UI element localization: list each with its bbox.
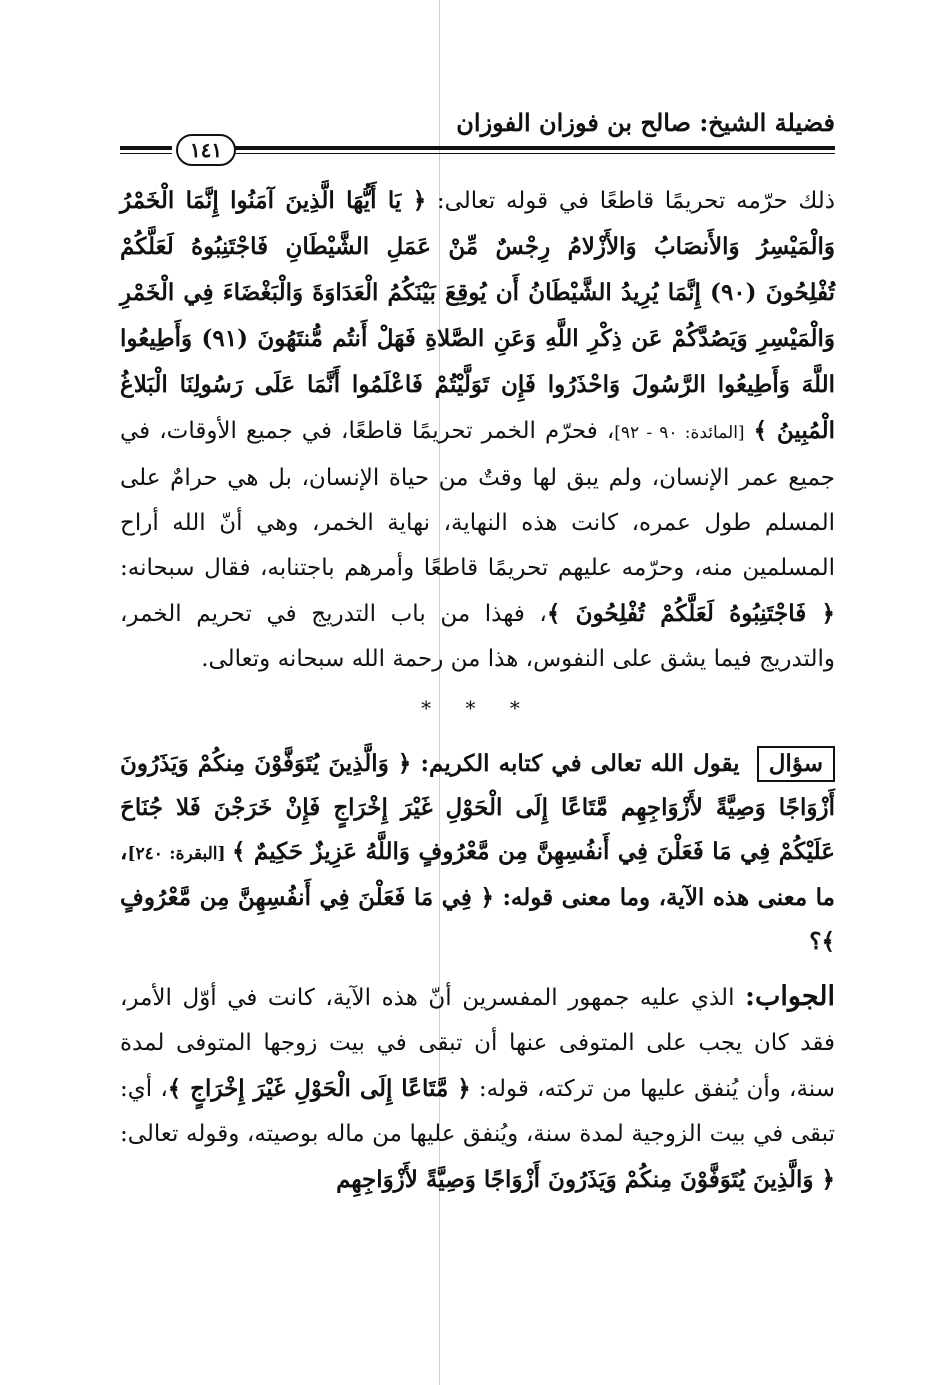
quran-verse: ﴿ فَاجْتَنِبُوهُ لَعَلَّكُمْ تُفْلِحُونَ ﴾ [546,600,835,627]
section-separator: * * * [421,696,534,720]
main-text [120,178,835,1203]
quran-verse: ﴿ وَالَّذِينَ يُتَوَفَّوْنَ مِنكُمْ وَيَذَرُونَ أَزْوَاجًا وَصِيَّةً لأَزْوَاجِهِم مَّتَاعًا إِلَى الْحَوْلِ غَيْرَ إِخْرَاجٍ فَإِنْ خَرَجْنَ فَلا جُنَاحَ عَلَيْكُمْ فِي مَا فَعَلْنَ فِي أَنفُسِهِنَّ مِن مَّعْرُوفٍ وَاللَّهُ عَزِيزٌ حَكِيمٌ ﴾ [120,750,836,865]
header-rule-thin [235,153,835,154]
quran-verse: ﴿ يَا أَيُّهَا الَّذِينَ آمَنُوا إِنَّمَا الْخَمْرُ وَالْمَيْسِرُ وَالأَنصَابُ وَالأَزْلامُ رِجْسٌ مِّنْ عَمَلِ الشَّيْطَانِ فَاجْتَنِبُوهُ لَعَلَّكُمْ تُفْلِحُونَ (٩٠) إِنَّمَا يُرِيدُ الشَّيْطَانُ أَن يُوقِعَ بَيْنَكُمُ الْعَدَاوَةَ وَالْبَغْضَاءَ فِي الْخَمْرِ وَالْمَيْسِرِ وَيَصُدَّكُمْ عَن ذِكْرِ اللَّهِ وَعَنِ الصَّلاةِ فَهَلْ أَنتُم مُّنتَهُونَ (٩١) وَأَطِيعُوا اللَّهَ وَأَطِيعُوا الرَّسُولَ وَاحْذَرُوا فَإِن تَوَلَّيْتُمْ فَاعْلَمُوا أَنَّمَا عَلَى رَسُولِنَا الْبَلاغُ الْمُبِينُ ﴾ [120,187,835,444]
answer-paragraph [120,974,835,1203]
text-segment: ، أي: تبقى في بيت الزوجية لمدة سنة، ويُنفق عليها من ماله بوصيته، وقوله تعالى: [120,1076,835,1147]
quran-verse: ﴿ مَّتَاعًا إِلَى الْحَوْلِ غَيْرَ إِخْرَاجٍ ﴾ [167,1075,471,1102]
text-segment: ذلك حرّمه تحريمًا قاطعًا في قوله تعالى: [426,188,835,214]
text-segment: ، ما معنى هذه الآية، وما معنى قوله: [120,838,835,911]
paragraph-wine-prohibition [120,178,835,682]
verse-reference: [البقرة: ٢٤٠] [127,844,232,864]
quran-verse: ﴿ وَالَّذِينَ يُتَوَفَّوْنَ مِنكُمْ وَيَذَرُونَ أَزْوَاجًا وَصِيَّةً لأَزْوَاجِهِم [336,1166,835,1193]
page-header [120,108,835,164]
text-segment: ؟ [809,928,822,955]
running-title: فضيلة الشيخ: صالح بن فوزان الفوزان [456,108,835,137]
text-segment: ، فهذا من باب التدريج في تحريم الخمر، والتدريج فيما يشق على النفوس، هذا من رحمة الله سبحانه وتعالى. [120,601,835,672]
header-rule-left-thin [120,153,172,154]
answer-label: الجواب: [745,981,835,1012]
question-paragraph [120,742,835,964]
text-segment: يقول الله تعالى في كتابه الكريم: [411,750,749,777]
header-rule-thick [235,146,835,150]
text-segment: الذي عليه جمهور المفسرين أنّ هذه الآية، كانت في أوّل الأمر، فقد كان يجب على المتوفى عنها أن تبقى في بيت زوجها المتوفى لمدة سنة، وأن يُنفق عليها من تركته، قوله: [120,985,835,1102]
page-number: ١٤١ [176,134,236,166]
question-label-box: سؤال [757,746,835,782]
header-rule-left-thick [120,146,172,150]
text-segment: ، فحرّم الخمر تحريمًا قاطعًا، في جميع الأوقات، في جميع عمر الإنسان، ولم يبق لها وقتٌ من حياة الإنسان، بل هي حرامٌ على المسلم طول عمره، كانت هذه النهاية، نهاية الخمر، وهي أنّ الله أراح المسلمين منه، وحرّمه عليهم تحريمًا قاطعًا وأمرهم باجتنابه، فقال سبحانه: [120,418,835,581]
verse-reference: [المائدة: ٩٠ - ٩٢] [614,423,745,443]
quran-verse: ﴿ فِي مَا فَعَلْنَ فِي أَنفُسِهِنَّ مِن مَّعْرُوفٍ ﴾ [120,884,835,955]
